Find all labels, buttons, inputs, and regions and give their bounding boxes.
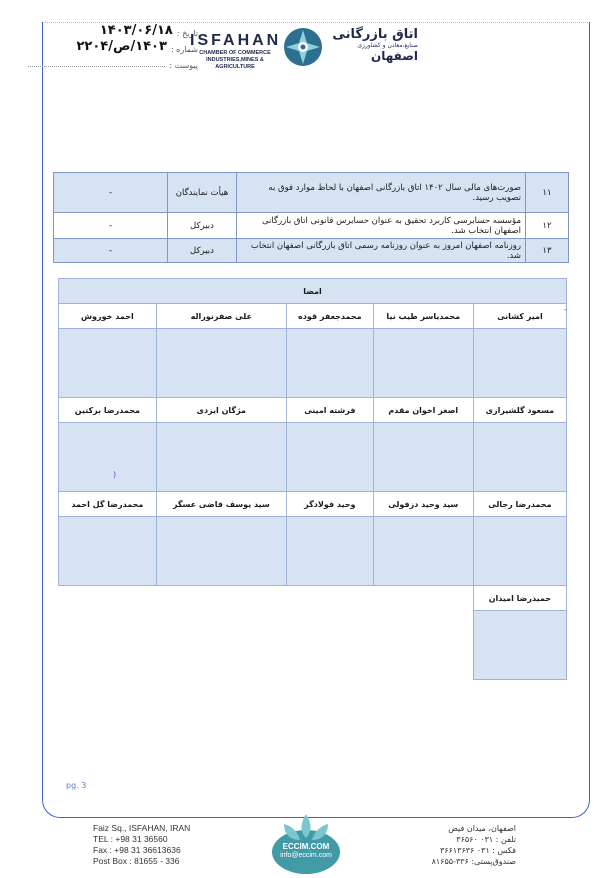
footer-en-box: Post Box : 81655 - 336 bbox=[93, 856, 180, 866]
logo-en-line1: CHAMBER OF COMMERCE bbox=[199, 50, 271, 56]
signatures-title: امضا bbox=[59, 279, 567, 304]
decision-number: ۱۲ bbox=[526, 213, 569, 239]
signature-box bbox=[473, 329, 566, 398]
letter-meta bbox=[28, 22, 198, 70]
pen-mark: - bbox=[564, 305, 567, 314]
signatory-name: سید وحید دزفولی bbox=[373, 492, 473, 517]
signatory-name: احمد خوروش bbox=[59, 304, 157, 329]
decision-text: مؤسسه حسابرسی کاربرد تحقیق به عنوان حسابرس قانونی اتاق بازرگانی اصفهان انتخاب شد. bbox=[237, 213, 526, 239]
logo-english bbox=[190, 32, 280, 71]
table-row bbox=[59, 611, 567, 680]
signatory-name: محمدرضا گل احمد bbox=[59, 492, 157, 517]
signature-box bbox=[59, 517, 157, 586]
chamber-emblem-icon bbox=[282, 26, 324, 68]
number-label: شماره : bbox=[170, 45, 198, 54]
signature-box bbox=[156, 423, 286, 492]
decision-by: دبیرکل bbox=[168, 213, 237, 239]
signature-box bbox=[373, 517, 473, 586]
signature-box bbox=[473, 423, 566, 492]
footer-fa-box: صندوق‌پستی: ۳۳۶-۸۱۶۵۵ bbox=[431, 857, 516, 866]
footer-english-contact bbox=[93, 823, 190, 867]
footer-fa-tel: تلفن : ۰۳۱ ۳۶۵۶۰ bbox=[456, 835, 516, 844]
table-row bbox=[54, 239, 569, 263]
signature-box bbox=[59, 423, 157, 492]
signatory-name: اصغر اخوان مقدم bbox=[373, 398, 473, 423]
signatures-table bbox=[58, 278, 567, 680]
number-value: ۱۴۰۳/ص/۲۲۰۴ bbox=[76, 39, 167, 54]
signatory-name: محمدجعفر قوده bbox=[286, 304, 373, 329]
decision-number: ۱۱ bbox=[526, 173, 569, 213]
decision-by: هیأت نمایندگان bbox=[168, 173, 237, 213]
table-row bbox=[54, 213, 569, 239]
table-row bbox=[59, 279, 567, 304]
signature-box bbox=[156, 517, 286, 586]
decision-number: ۱۳ bbox=[526, 239, 569, 263]
footer-website[interactable]: ECCIM.COM bbox=[282, 842, 330, 851]
footer-persian-contact bbox=[426, 823, 516, 867]
signature-box bbox=[59, 329, 157, 398]
date-value: ۱۴۰۳/۰۶/۱۸ bbox=[99, 23, 173, 38]
decision-note: - bbox=[54, 173, 168, 213]
decisions-table bbox=[53, 172, 569, 263]
decision-note: - bbox=[54, 213, 168, 239]
logo-en-title: ISFAHAN bbox=[190, 32, 282, 49]
table-row bbox=[59, 398, 567, 423]
signatory-name: محمدرضا رجالی bbox=[473, 492, 566, 517]
logo-persian bbox=[326, 28, 418, 63]
logo-fa-title: اتاق بازرگانی bbox=[332, 27, 418, 42]
decision-text: روزنامه اصفهان امروز به عنوان روزنامه رسمی اتاق بازرگانی اصفهان انتخاب شد. bbox=[237, 239, 526, 263]
logo-en-line2: INDUSTRIES,MINES & AGRICULTURE bbox=[206, 57, 264, 70]
attachment-label: پیوست : bbox=[169, 61, 198, 70]
footer-fa-address: اصفهان، میدان فیض bbox=[448, 824, 516, 833]
table-row bbox=[59, 304, 567, 329]
empty-cell bbox=[59, 586, 474, 611]
chamber-logo bbox=[190, 26, 420, 70]
pen-mark: ) bbox=[113, 470, 117, 479]
signature-box bbox=[373, 329, 473, 398]
table-row bbox=[59, 492, 567, 517]
footer-en-address: Faiz Sq., ISFAHAN, IRAN bbox=[93, 823, 191, 833]
signature-box bbox=[286, 517, 373, 586]
footer-en-fax: Fax : +98 31 36613636 bbox=[93, 845, 181, 855]
signatory-name: مژگان ایزدی bbox=[156, 398, 286, 423]
signatory-name: وحید فولادگر bbox=[286, 492, 373, 517]
footer-email[interactable]: info@eccim.com bbox=[280, 852, 332, 859]
logo-fa-sub: صنایع،معادن و کشاورزی bbox=[357, 42, 418, 49]
footer-fa-fax: فکس : ۰۳۱ ۳۶۶۱۳۶۳۶ bbox=[439, 846, 516, 855]
table-row bbox=[59, 517, 567, 586]
footer-web-badge bbox=[270, 812, 342, 874]
signature-box bbox=[286, 423, 373, 492]
table-row bbox=[59, 329, 567, 398]
signature-box bbox=[373, 423, 473, 492]
signature-box bbox=[286, 329, 373, 398]
signature-box bbox=[156, 329, 286, 398]
signature-box bbox=[473, 517, 566, 586]
page-number: pg. 3 bbox=[66, 781, 87, 790]
logo-fa-city: اصفهان bbox=[370, 49, 418, 63]
signatory-name: حمیدرضا امیدان bbox=[473, 586, 566, 611]
signatory-name: مسعود گلشیرازی bbox=[473, 398, 566, 423]
signatory-name: امیر کشانی bbox=[473, 304, 566, 329]
attachment-dots bbox=[28, 65, 165, 67]
signatory-name: محمدیاسر طیب نیا bbox=[373, 304, 473, 329]
decision-by: دبیرکل bbox=[168, 239, 237, 263]
signature-box bbox=[473, 611, 566, 680]
table-row bbox=[59, 423, 567, 492]
table-row bbox=[59, 586, 567, 611]
signatory-name: محمدرضا برکتین bbox=[59, 398, 157, 423]
signatory-name: سید یوسف قاضی عسگر bbox=[156, 492, 286, 517]
signatory-name: فرشته امینی bbox=[286, 398, 373, 423]
signatory-name: علی صفرنوراله bbox=[156, 304, 286, 329]
table-row bbox=[54, 173, 569, 213]
date-label: تاریخ : bbox=[176, 29, 198, 38]
footer-en-tel: TEL : +98 31 36560 bbox=[93, 834, 168, 844]
decision-text: صورت‌های مالی سال ۱۴۰۲ اتاق بازرگانی اصفهان با لحاظ موارد فوق به تصویب رسید. bbox=[237, 173, 526, 213]
empty-cell bbox=[59, 611, 474, 680]
decision-note: - bbox=[54, 239, 168, 263]
